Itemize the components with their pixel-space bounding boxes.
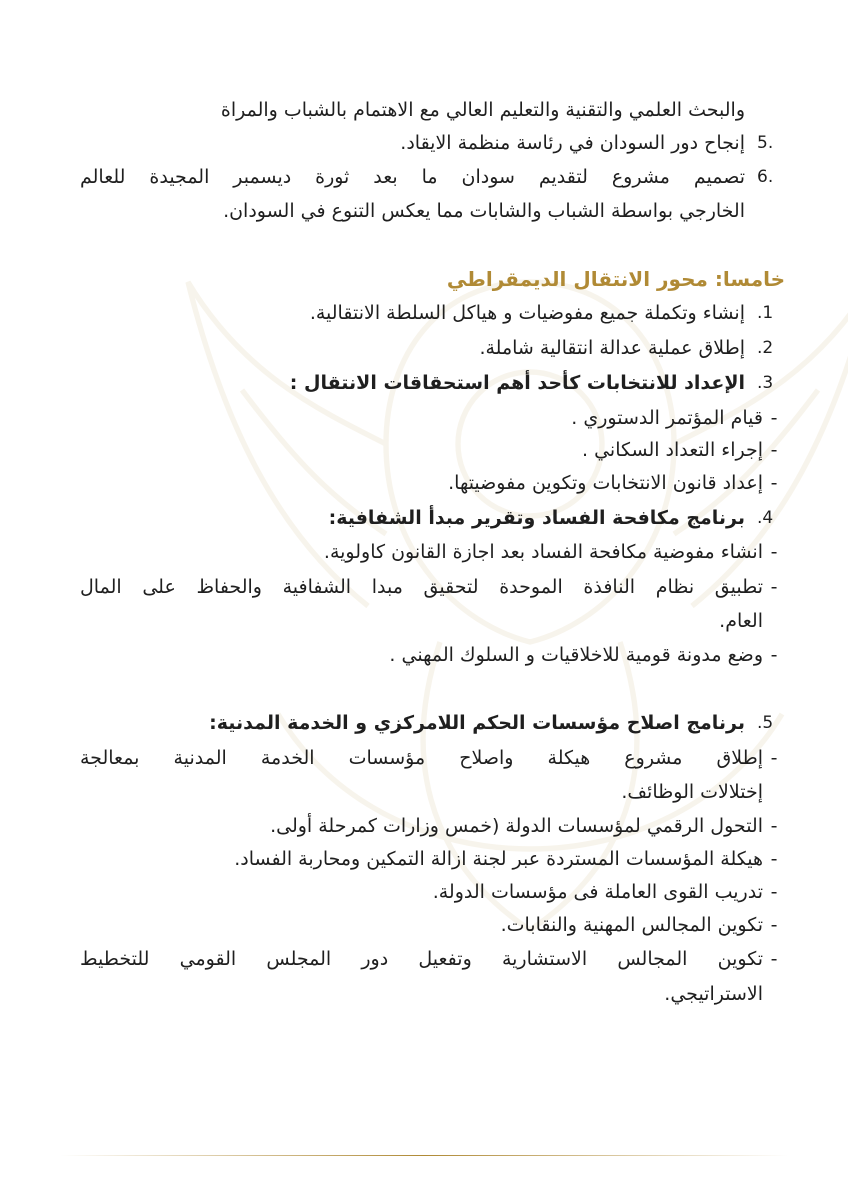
- document-page: والبحث العلمي والتقنية والتعليم العالي مع الاهتمام بالشباب والمراة 5. إنجاح دور السودان في رئاسة منظمة الايقاد. 6. تصميم مشروع لتقديم سودان ما بعد ثورة ديسمبر المجيدة للعالم الخارجي بواسطة الشباب والشابات مما يعكس التنوع في السودان. خامسا: محور الانتقال الديمقراطي .1 إنشاء وتكملة جميع مفوضيات و هياكل السلطة الانتقالية. .2 إطلاق عملية عدالة انتقالية شاملة. .3 الإعداد للانتخابات كأحد أهم استحقاقات الانتقال : - قيام المؤتمر الدستوري . - إجراء التعداد السكاني . - إعداد قانون الانتخابات وتكوين مفوضيتها. .4 برنامج مكافحة الفساد وتقرير مبدأ الشفافية: - انشاء مفوضية مكافحة الفساد بعد اجازة القانون كاولوية. - تطبيق نظام النافذة الموحدة لتحقيق مبدا الشفافية والحفاظ على المال العام. - وضع مدونة قومية للاخلاقيات و السلوك المهني . .5 برنامج اصلاح مؤسسات الحكم اللامركزي و الخدمة المدنية: - إطلاق مشروع هيكلة واصلاح مؤسسات الخدمة المدنية بمعالجة إختلالات الوظائف. - التحول الرقمي لمؤسسات الدولة (خمس وزارات كمرحلة أولى. - هيكلة المؤسسات المستردة عبر لجنة ازالة التمكين ومحاربة الفساد. - تدريب القوى العاملة فى مؤسسات الدولة. - تكوين المجالس المهنية والنقابات. - تكوين المجالس الاستشارية وتفعيل دور المجلس القومي للتخطيط الاستراتيجي.: [0, 0, 848, 1200]
- footer-divider: [60, 1155, 788, 1156]
